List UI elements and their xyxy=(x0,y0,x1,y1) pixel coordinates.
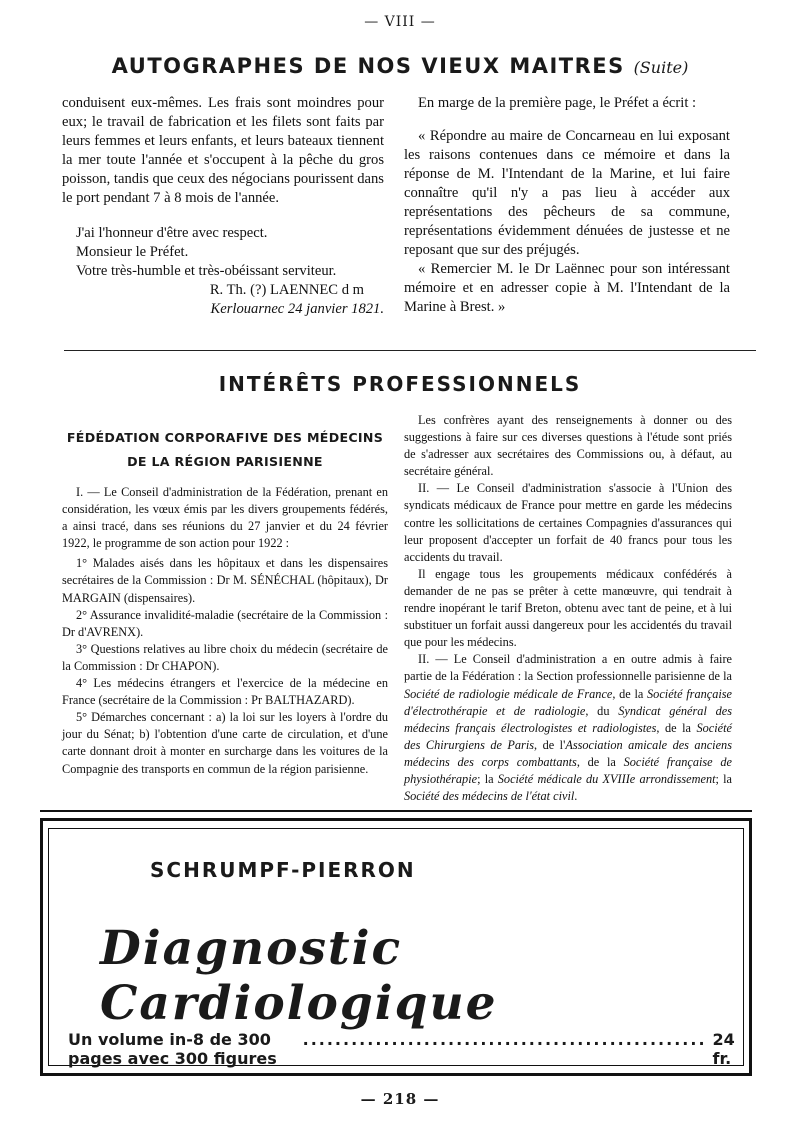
letter-left-column xyxy=(62,94,384,319)
federation-right-paragraph-4: II. — Le Conseil d'administration a en outre admis à faire partie de la Fédération : la Section professionnelle parisienne de la Société de radiologie médicale de France, de la Société française d'électrothérapie et de radiologie, du Syndicat général des médecins français électrologistes et radiologistes, de la Société des Chirurgiens de Paris, de l'Association amicale des anciens médecins des corps combattants, de la Société française de physiothérapie; la Société médicale du XVIIIe arrondissement; la Société des médecins de l'état civil. xyxy=(404,652,733,804)
section-divider xyxy=(64,350,756,351)
letter-place-date: Kerlouarnec 24 janvier 1821. xyxy=(210,301,384,317)
advert-top-rule xyxy=(40,810,752,812)
letter-paragraph: conduisent eux-mêmes. Les frais sont moindres pour eux; le travail de fabrication et les filets sont faits par leurs femmes et leurs enfants, et leurs bateaux tiennent la mer toute l'année et s'occupent à la pêche du gros poisson, tandis que ceux des négocians pourissent dans le port pendant 7 à 8 mois de l'année. xyxy=(62,95,384,206)
program-item-1: 1° Malades aisés dans les hôpitaux et dans les dispensaires secrétaires de la Commission : Dr M. SÉNÉCHAL (hôpitaux), Dr MARGAIN (dispensaires). xyxy=(62,556,388,605)
section-title: INTÉRÊTS PROFESSIONNELS xyxy=(218,372,582,396)
federation-right-paragraph-2: II. — Le Conseil d'administration s'associe à l'Union des syndicats médicaux de France pour mettre en garde les médecins contre les sollicitations de certaines Compagnies d'assurances qui leur proposent d'accepter un forfait de 40 francs pour tous les accidents du travail. xyxy=(404,481,732,564)
letter-closing-3: Votre très-humble et très-obéissant serviteur. xyxy=(76,263,337,279)
letter-right-column xyxy=(404,94,730,317)
advert-price: 24 fr. xyxy=(712,1030,735,1068)
prefect-quote-2: « Remercier M. le Dr Laënnec pour son intéressant mémoire et en adresser copie à M. l'Intendant de la Marine à Brest. » xyxy=(404,261,730,315)
prefect-intro: En marge de la première page, le Préfet a écrit : xyxy=(418,95,697,111)
federation-title-line-1: FÉDÉDATION CORPORAFIVE DES MÉDECINS xyxy=(66,430,384,445)
advert-title: Diagnostic Cardiologique xyxy=(100,921,498,1031)
program-item-4: 4° Les médecins étrangers et l'exercice de la médecine en France (secrétaire de la Commission : Pr BALTHAZARD). xyxy=(62,676,388,708)
title-text: AUTOGRAPHES DE NOS VIEUX MAITRES xyxy=(111,54,625,78)
federation-right-paragraph-1: Les confrères ayant des renseignements à donner ou des suggestions à faire sur ces diverses questions à l'étude sont priés de s'adresser aux secrétaires des Commissions ou, à défaut, au secrétaire général. xyxy=(404,413,732,479)
federation-paragraph-1: I. — Le Conseil d'administration de la Fédération, prenant en considération, les vœux émis par les divers groupements fédérés, a ainsi tracé, dans ses réunions du 27 janvier et du 24 février 1922, le programme de son action pour 1922 : xyxy=(62,485,388,551)
title-suffix: (Suite) xyxy=(633,58,689,77)
page-title xyxy=(0,54,800,78)
federation-left-column xyxy=(62,484,388,778)
program-item-3: 3° Questions relatives au libre choix du médecin (secrétaire de la Commission : Dr CHAPON). xyxy=(62,641,388,673)
advert-description-line xyxy=(68,1030,738,1068)
advert-description: Un volume in-8 de 300 pages avec 300 figures xyxy=(68,1030,277,1068)
page-number: — 218 — xyxy=(360,1090,440,1108)
federation-heading xyxy=(62,426,388,474)
program-item-2: 2° Assurance invalidité-maladie (secrétaire de la Commission : Dr d'AVRENX). xyxy=(62,607,388,639)
letter-closing-2: Monsieur le Préfet. xyxy=(76,244,189,260)
program-item-5: 5° Démarches concernant : a) la loi sur les loyers à l'ordre du jour du Sénat; b) l'obtention d'une carte de circulation, et d'une carte donnant droit à monter en surcharge dans les voitures de la Compagnie des transports en commun de la région parisienne. xyxy=(62,710,388,776)
prefect-quote-1: « Répondre au maire de Concarneau en lui exposant les raisons contenues dans ce mémoire et dans la réponse de M. l'Intendant de la Marine, et lui faire connaître qu'il n'y a pas lieu à accéder aux représentations des pêcheurs de sa commune, représentations évidemment dénuées de justesse et ne reposant que sur des préjugés. xyxy=(404,128,730,258)
federation-right-paragraph-3: Il engage tous les groupements médicaux confédérés à demander de ne pas se prêter à cette manœuvre, qui tendrait à rendre inopérant le tarif Breton, obtenu avec tant de peine, et à lui substituer un forfait aussi dangereux pour les accidentés du travail que pour les médecins. xyxy=(404,566,732,650)
letter-closing-1: J'ai l'honneur d'être avec respect. xyxy=(76,225,268,241)
federation-title-line-2: DE LA RÉGION PARISIENNE xyxy=(127,454,323,469)
federation-right-column xyxy=(404,412,732,805)
letter-signature: R. Th. (?) LAENNEC d m xyxy=(209,282,364,298)
advert-leader-dots: .................................................. xyxy=(302,1030,707,1049)
advert-brand: SCHRUMPF-PIERRON xyxy=(150,858,416,882)
page-label: — VIII — xyxy=(364,14,436,30)
